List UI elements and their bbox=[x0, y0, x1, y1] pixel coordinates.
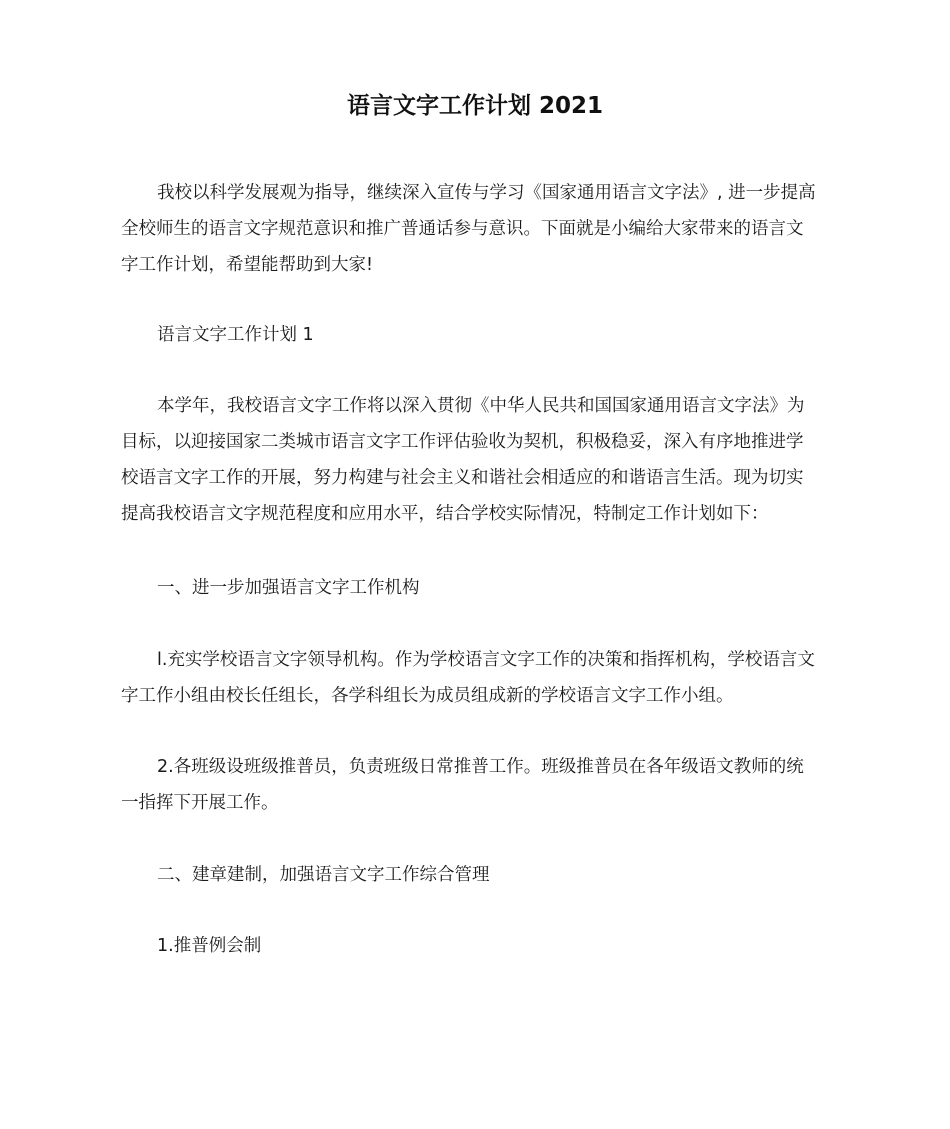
item-1-paragraph bbox=[121, 642, 833, 714]
item1-line-2: 字工作小组由校长任组长，各学科组长为成员组成新的学校语言文字工作小组。 bbox=[121, 686, 734, 706]
item2-line-1: 2.各班级设班级推普员，负责班级日常推普工作。班级推普员在各年级语文教师的统 bbox=[157, 757, 804, 777]
item2-line-2: 一指挥下开展工作。 bbox=[121, 793, 279, 813]
paragraph-1 bbox=[121, 388, 833, 532]
para1-line-3: 校语言文字工作的开展，努力构建与社会主义和谐社会相适应的和谐语言生活。现为切实 bbox=[121, 468, 804, 488]
para1-line-2: 目标，以迎接国家二类城市语言文字工作评估验收为契机，积极稳妥，深入有序地推进学 bbox=[121, 432, 804, 452]
section-1-heading: 一、进一步加强语言文字工作机构 bbox=[157, 578, 420, 598]
para1-line-1: 本学年，我校语言文字工作将以深入贯彻《中华人民共和国国家通用语言文字法》为 bbox=[157, 396, 805, 416]
item1-line-1: l.充实学校语言文字领导机构。作为学校语言文字工作的决策和指挥机构，学校语言文 bbox=[157, 650, 815, 670]
intro-paragraph bbox=[121, 175, 833, 283]
para1-line-4: 提高我校语言文字规范程度和应用水平，结合学校实际情况，特制定工作计划如下： bbox=[121, 504, 769, 524]
item-3-heading: 1.推普例会制 bbox=[157, 936, 262, 956]
plan-heading: 语言文字工作计划 1 bbox=[157, 325, 314, 345]
document-title: 语言文字工作计划 2021 bbox=[346, 93, 604, 119]
intro-line-3: 字工作计划，希望能帮助到大家! bbox=[121, 255, 374, 275]
item-2-paragraph bbox=[121, 749, 833, 821]
section-2-heading: 二、建章建制，加强语言文字工作综合管理 bbox=[157, 865, 490, 885]
intro-line-2: 全校师生的语言文字规范意识和推广普通话参与意识。下面就是小编给大家带来的语言文 bbox=[121, 219, 804, 239]
intro-line-1: 我校以科学发展观为指导，继续深入宣传与学习《国家通用语言文字法》, 进一步提高 bbox=[157, 183, 816, 203]
